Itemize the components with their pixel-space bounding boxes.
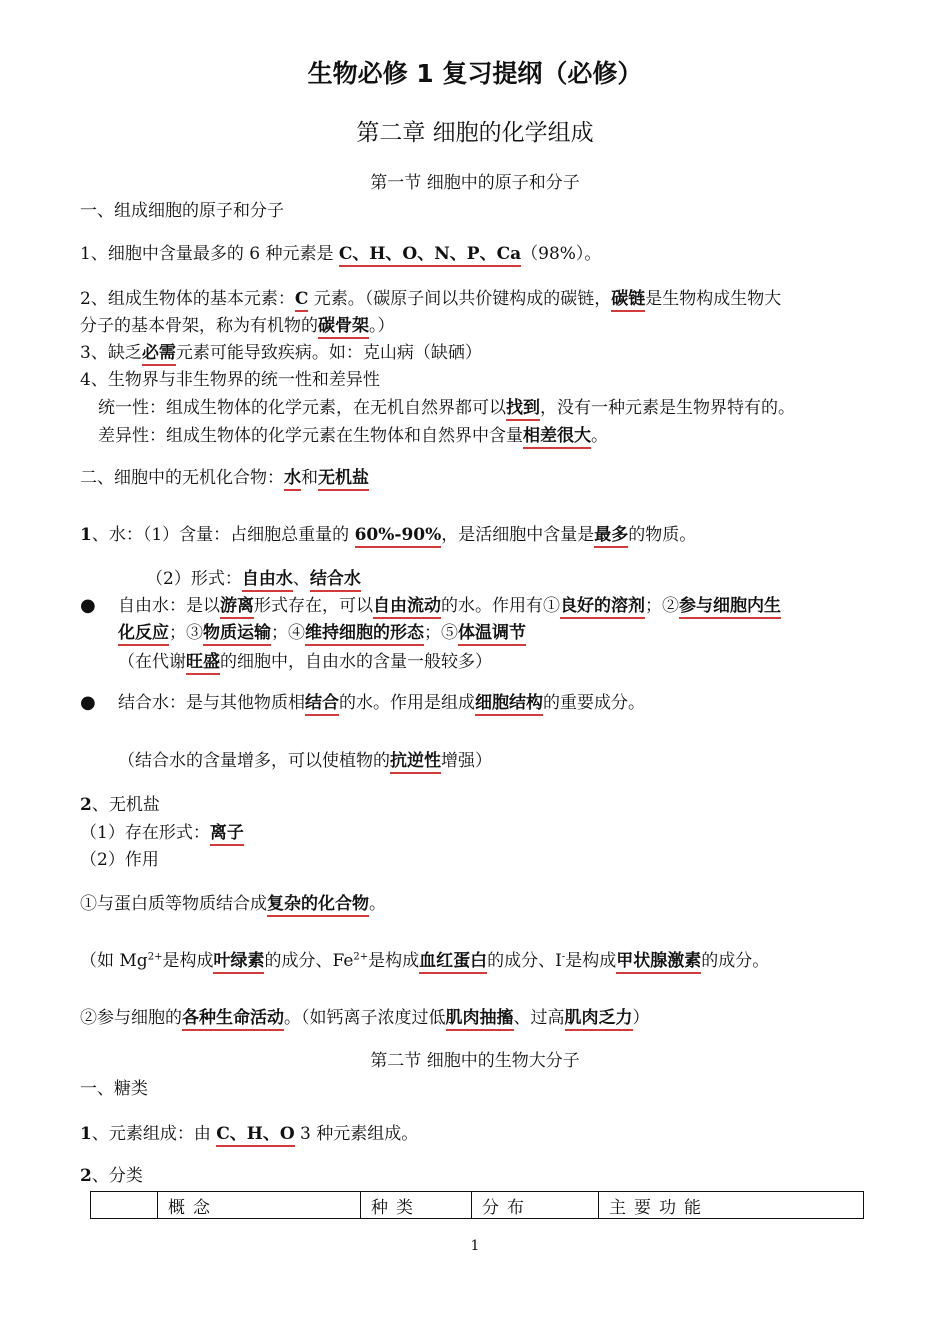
heading-inorganic: 二、细胞中的无机化合物：水和无机盐 [80, 467, 880, 489]
para-basic-element-cont: 分子的基本骨架，称为有机物的碳骨架。） [80, 315, 880, 337]
para-difference: 差异性：组成生物体的化学元素在生物体和自然界中含量相差很大。 [98, 425, 898, 447]
para-sugar-classification: 2、分类 [80, 1166, 143, 1186]
para-sugar-elements: 1、元素组成：由 C、H、O 3 种元素组成。 [80, 1123, 880, 1145]
table-header-cell: 主要功能 [599, 1192, 864, 1219]
document-title: 生物必修 1 复习提纲（必修） [307, 59, 643, 88]
para-salt-activity: ②参与细胞的各种生命活动。（如钙离子浓度过低肌肉抽搐、过高肌肉乏力） [80, 1007, 880, 1029]
para-free-water: 自由水：是以游离形式存在，可以自由流动的水。作用有①良好的溶剂；②参与细胞内生 [118, 595, 918, 617]
para-water-content: 1、水：（1）含量：占细胞总重量的 60%-90%，是活细胞中含量是最多的物质。 [80, 524, 880, 546]
para-salt-function: （2）作用 [80, 850, 159, 870]
table-header-cell: 分布 [472, 1192, 599, 1219]
para-essential-elements: 3、缺乏必需元素可能导致疾病。如：克山病（缺硒） [80, 342, 880, 364]
para-free-water-cont: 化反应；③物质运输；④维持细胞的形态；⑤体温调节 [118, 622, 918, 644]
heading-inorganic-salt: 2、无机盐 [80, 795, 160, 815]
para-six-elements: 1、细胞中含量最多的 6 种元素是 C、H、O、N、P、Ca（98%）。 [80, 243, 880, 265]
para-water-forms: （2）形式：自由水、结合水 [146, 568, 946, 590]
sugar-classification-table [90, 1191, 864, 1219]
table-header-row [91, 1192, 864, 1219]
page-number: 1 [470, 1238, 480, 1254]
para-salt-form: （1）存在形式：离子 [80, 822, 880, 844]
heading-sugars: 一、糖类 [80, 1079, 148, 1099]
bullet-icon: ● [80, 692, 96, 713]
chapter-title: 第二章 细胞的化学组成 [356, 120, 594, 146]
table-header-cell: 概念 [158, 1192, 361, 1219]
para-bound-water-note: （结合水的含量增多，可以使植物的抗逆性增强） [118, 750, 918, 772]
para-salt-compound: ①与蛋白质等物质结合成复杂的化合物。 [80, 893, 880, 915]
para-unity-difference: 4、生物界与非生物界的统一性和差异性 [80, 370, 380, 390]
bullet-icon: ● [80, 595, 96, 616]
section-title-1: 第一节 细胞中的原子和分子 [370, 173, 580, 193]
section-title-2: 第二节 细胞中的生物大分子 [370, 1051, 580, 1071]
table-header-cell: 种类 [361, 1192, 472, 1219]
para-free-water-note: （在代谢旺盛的细胞中，自由水的含量一般较多） [118, 651, 918, 673]
heading-atoms-molecules: 一、组成细胞的原子和分子 [80, 201, 284, 221]
para-unity: 统一性：组成生物体的化学元素，在无机自然界都可以找到，没有一种元素是生物界特有的。 [98, 397, 898, 419]
para-salt-examples: （如 $Mg^{2+}$是构成叶绿素的成分、$Fe^{2+}$是构成血红蛋白的成分、I-是构成甲状腺激素的成分。 [80, 950, 880, 972]
para-basic-element: 2、组成生物体的基本元素：C 元素。（碳原子间以共价键构成的碳链，碳链是生物构成生物大 [80, 288, 880, 310]
para-bound-water: 结合水：是与其他物质相结合的水。作用是组成细胞结构的重要成分。 [118, 692, 918, 714]
table-header-cell [91, 1192, 158, 1219]
